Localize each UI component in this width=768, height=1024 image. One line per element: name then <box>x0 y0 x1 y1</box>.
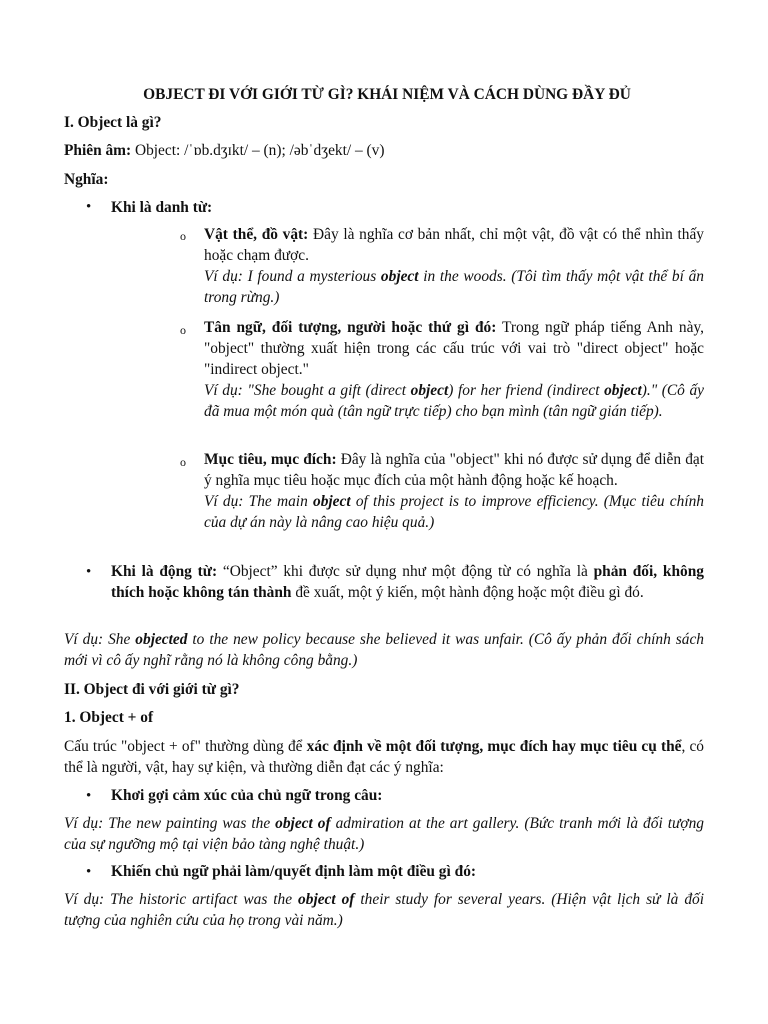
circle-bullet-icon: o <box>180 455 186 469</box>
noun-item-text: Đây là nghĩa của "object" khi nó được sử dụng để diễn đạt ý nghĩa mục tiêu hoặc mục đích của một hành động hoặc kế hoạch. <box>204 451 704 489</box>
verb-meaning: phản đối, không thích hoặc không tán thành <box>111 563 704 601</box>
noun-item-text: Đây là nghĩa cơ bản nhất, chỉ một vật, đồ vật có thể nhìn thấy hoặc chạm được. <box>204 226 704 264</box>
noun-item-grammar-object <box>204 317 704 422</box>
section1-heading: I. Object là gì? <box>64 114 162 131</box>
noun-item-goal <box>204 449 704 533</box>
example-study: Ví dụ: The historic artifact was the object of their study for several years. (Hiện vật lịch sử là đối tượng của nghiên cứu của họ trong vài năm.) <box>64 891 704 929</box>
pronunciation-label: Phiên âm: <box>64 142 132 159</box>
circle-bullet-icon: o <box>180 323 186 337</box>
bullet-icon: • <box>86 199 92 215</box>
noun-item-physical-object <box>204 224 704 308</box>
noun-item-label: Mục tiêu, mục đích: <box>204 451 337 468</box>
section2-heading: II. Object đi với giới từ gì? <box>64 681 240 698</box>
verb-label: Khi là động từ: <box>111 563 218 580</box>
noun-heading: Khi là danh từ: <box>111 199 213 216</box>
noun-item-label: Vật thể, đồ vật: <box>204 226 309 243</box>
noun-item-text: Trong ngữ pháp tiếng Anh này, "object" thường xuất hiện trong các cấu trúc với vai trò "direct object" hoặc "indirect object." <box>204 319 704 378</box>
bullet-icon: • <box>86 788 92 804</box>
page-title: OBJECT ĐI VỚI GIỚI TỪ GÌ? KHÁI NIỆM VÀ CÁCH DÙNG ĐẦY ĐỦ <box>143 86 631 103</box>
pronunciation-text: Object: /ˈɒb.dʒɪkt/ – (n); /əbˈdʒekt/ – (v) <box>131 142 385 159</box>
point-emotion: Khơi gợi cảm xúc của chủ ngữ trong câu: <box>111 787 383 804</box>
verb-item: Khi là động từ: “Object” khi được sử dụng như một động từ có nghĩa là phản đối, không thích hoặc không tán thành đề xuất, một ý kiến, một hành động hoặc một điều gì đó. <box>111 563 704 601</box>
meaning-label: Nghĩa: <box>64 171 109 188</box>
noun-item-example: Ví dụ: The main object of this project is to improve efficiency. (Mục tiêu chính của dự án này là nâng cao hiệu quả.) <box>204 493 704 531</box>
subsection-heading: 1. Object + of <box>64 709 154 726</box>
verb-example: Ví dụ: She objected to the new policy because she believed it was unfair. (Cô ấy phản đối chính sách mới vì cô ấy nghĩ rằng nó là không công bằng.) <box>64 631 704 669</box>
bullet-icon: • <box>86 864 92 880</box>
bullet-icon: • <box>86 564 92 580</box>
example-admiration: Ví dụ: The new painting was the object of admiration at the art gallery. (Bức tranh mới là đối tượng của sự ngưỡng mộ tại viện bảo tàng nghệ thuật.) <box>64 815 704 853</box>
noun-item-label: Tân ngữ, đối tượng, người hoặc thứ gì đó: <box>204 319 497 336</box>
object-of-intro: Cấu trúc "object + of" thường dùng để xác định về một đối tượng, mục đích hay mục tiêu cụ thể, có thể là người, vật, hay sự kiện, và thường diễn đạt các ý nghĩa: <box>64 738 704 776</box>
point-decision: Khiến chủ ngữ phải làm/quyết định làm một điều gì đó: <box>111 863 477 880</box>
circle-bullet-icon: o <box>180 229 186 243</box>
noun-item-example: Ví dụ: "She bought a gift (direct object) for her friend (indirect object)." (Cô ấy đã mua một món quà (tân ngữ trực tiếp) cho bạn mình (tân ngữ gián tiếp). <box>204 382 704 420</box>
noun-item-example: Ví dụ: I found a mysterious object in the woods. (Tôi tìm thấy một vật thể bí ẩn trong rừng.) <box>204 268 704 306</box>
pronunciation-line <box>64 140 385 161</box>
